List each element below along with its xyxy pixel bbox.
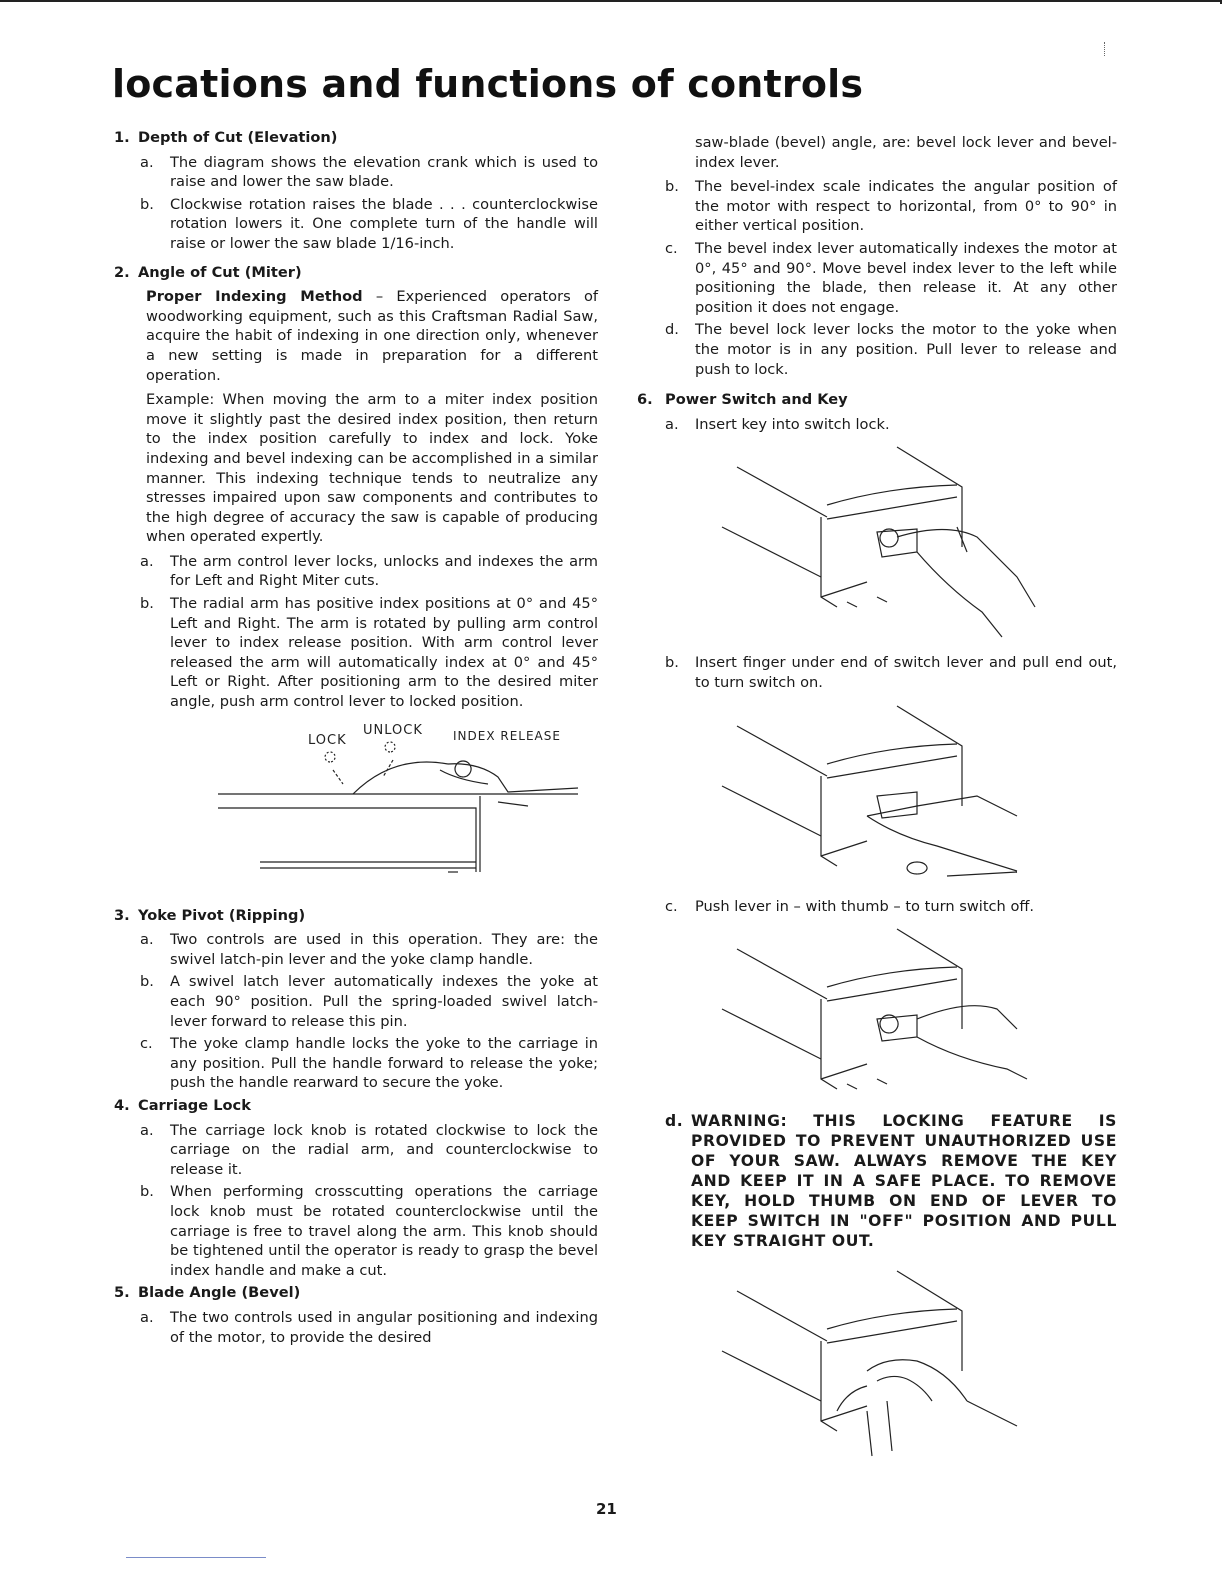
section-number: 4. (114, 1096, 130, 1114)
blade-angle-continued: saw-blade (bevel) angle, are: bevel lock lever and bevel-index lever. (695, 134, 1117, 171)
list-item: b. Insert finger under end of switch lever and pull end out, to turn switch on. (665, 654, 1117, 691)
section-depth-of-cut (108, 128, 598, 254)
list-item: d. The bevel lock lever locks the motor to the yoke when the motor is in any position. Pull lever to release and push to lock. (665, 321, 1117, 378)
page-number: 21 (596, 1500, 617, 1518)
section-title: Depth of Cut (Elevation) (138, 129, 338, 146)
left-column (108, 128, 598, 1350)
section-title: Yoke Pivot (Ripping) (138, 906, 306, 924)
list-item: b. The bevel-index scale indicates the angular position of the motor with respect to horizontal, from 0° to 90° in either vertical position. (665, 178, 1117, 235)
section-number: 6. (637, 391, 653, 409)
section-number: 1. (114, 129, 130, 146)
paragraph-indexing-method: Proper Indexing Method – Experienced operators of woodworking equipment, such as this Craftsman Radial Saw, acquire the habit of indexing in one direction only, whenever a new setting is made in preparation for a different operation. (146, 288, 599, 384)
list-item: c. Push lever in – with thumb – to turn switch off. (665, 897, 1035, 915)
section-power-switch (637, 390, 1117, 1471)
label-lock: LOCK (308, 732, 347, 748)
label-unlock: UNLOCK (363, 722, 423, 738)
warning-notice: d. WARNING: THIS LOCKING FEATURE IS PROVIDED TO PREVENT UNAUTHORIZED USE OF YOUR SAW. ALWAYS REMOVE THE KEY AND KEEP IT IN A SAFE PLACE. TO REMOVE KEY, HOLD THUMB ON END OF LEVER TO KEEP SWITCH IN "OFF" POSITION AND PULL KEY STRAIGHT OUT. (665, 1112, 1117, 1251)
section-blade-angle (108, 1283, 598, 1347)
label-index-release: INDEX RELEASE (453, 728, 561, 743)
switch-insert-key-illustration (717, 437, 1057, 647)
top-border (0, 0, 1222, 4)
list-item: a. The arm control lever locks, unlocks and indexes the arm for Left and Right Miter cuts. (140, 552, 598, 590)
section-yoke-pivot (108, 906, 598, 1093)
arm-control-lever-illustration (158, 722, 598, 902)
list-item: b. The radial arm has positive index positions at 0° and 45° Left and Right. The arm is rotated by pulling arm control lever to index release position. With arm control lever released the arm will automatically index at 0° and 45° Left or Right. After positioning arm to the desired miter angle, push arm control lever to locked position. (140, 595, 598, 711)
list-item: a. The diagram shows the elevation crank which is used to raise and lower the saw blade. (140, 153, 598, 191)
paragraph-example: Example: When moving the arm to a miter index position move it slightly past the desired index position, then return to the index position carefully to index and lock. Yoke indexing and bevel indexing can be accomplished in a similar manner. This indexing technique tends to neutralize any stresses impaired upon saw components and contributes to the high degree of accuracy the saw is capable of producing when operated expertly. (146, 391, 598, 546)
page-title: locations and functions of controls (112, 62, 864, 106)
section-title: Carriage Lock (138, 1096, 251, 1114)
section-number: 3. (114, 906, 130, 924)
switch-off-illustration (717, 919, 1057, 1099)
section-number: 2. (114, 263, 130, 281)
section-title: Power Switch and Key (665, 391, 848, 409)
list-item: b. A swivel latch lever automatically indexes the yoke at each 90° position. Pull the spring-loaded swivel latch-lever forward to release this pin. (140, 973, 598, 1030)
list-item: a. Insert key into switch lock. (665, 415, 890, 433)
right-column (637, 133, 1117, 1471)
section-number: 5. (114, 1284, 130, 1302)
scan-mark (1104, 42, 1106, 56)
section-title: Angle of Cut (Miter) (138, 263, 302, 281)
switch-on-illustration (717, 696, 1057, 891)
section-angle-of-cut (108, 263, 598, 902)
section-title: Blade Angle (Bevel) (138, 1284, 301, 1302)
list-item: b. When performing crosscutting operations the carriage lock knob must be rotated counterclockwise until the carriage is free to travel along the arm. This knob should be tightened until the operator is ready to grasp the bevel index handle and make a cut. (140, 1183, 598, 1279)
section-carriage-lock (108, 1096, 598, 1280)
list-item: a. The two controls used in angular positioning and indexing of the motor, to provide the desired (140, 1308, 598, 1346)
remove-key-illustration (717, 1261, 1057, 1471)
list-item: c. The yoke clamp handle locks the yoke to the carriage in any position. Pull the handle forward to release the yoke; push the handle rearward to secure the yoke. (140, 1035, 598, 1092)
footer-rule (126, 1557, 266, 1558)
list-item: a. The carriage lock knob is rotated clockwise to lock the carriage on the radial arm, and counterclockwise to release it. (140, 1121, 598, 1178)
list-item: a. Two controls are used in this operation. They are: the swivel latch-pin lever and the yoke clamp handle. (140, 931, 598, 968)
list-item: b. Clockwise rotation raises the blade . . . counterclockwise rotation lowers it. One complete turn of the handle will raise or lower the saw blade 1/16-inch. (140, 195, 598, 252)
list-item: c. The bevel index lever automatically indexes the motor at 0°, 45° and 90°. Move bevel index lever to the left while positioning the blade, then release it. At any other position it does not engage. (665, 239, 1117, 316)
